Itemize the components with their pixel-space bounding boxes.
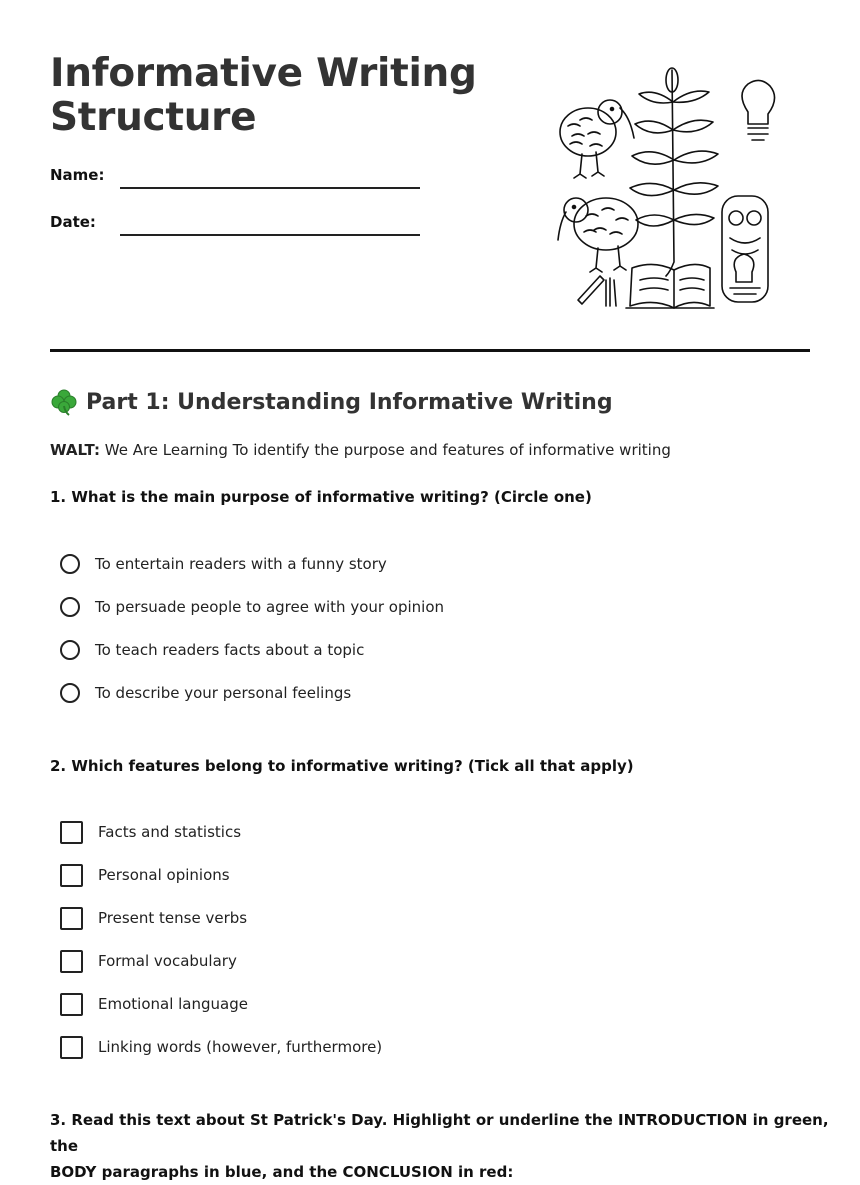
q1-option-4-label: To describe your personal feelings xyxy=(95,684,352,702)
q2-option[interactable] xyxy=(60,905,247,931)
shamrock-icon xyxy=(50,388,78,416)
q1-option[interactable] xyxy=(60,637,364,663)
kiwi-bird-icon xyxy=(558,198,638,272)
q2-option-6-label: Linking words (however, furthermore) xyxy=(98,1038,383,1056)
nz-illustration xyxy=(550,62,780,314)
pencils-icon xyxy=(578,276,616,306)
walt-label: WALT: xyxy=(50,441,100,459)
walt-text: We Are Learning To identify the purpose and features of informative writing xyxy=(104,441,671,459)
q2-option-3-label: Present tense verbs xyxy=(98,909,248,927)
question-2: 2. Which features belong to informative writing? (Tick all that apply) xyxy=(50,757,634,775)
question-1: 1. What is the main purpose of informative writing? (Circle one) xyxy=(50,488,592,506)
q1-option-2-label: To persuade people to agree with your opinion xyxy=(95,598,445,616)
name-label: Name: xyxy=(50,166,105,184)
q2-option-4-checkbox[interactable] xyxy=(60,950,83,973)
title-line-1: Informative Writing xyxy=(50,51,477,96)
title-line-2: Structure xyxy=(50,95,257,140)
date-label: Date: xyxy=(50,213,96,231)
q2-option-5-label: Emotional language xyxy=(98,995,248,1013)
q1-option-1-radio[interactable] xyxy=(60,554,80,574)
q2-option[interactable] xyxy=(60,991,248,1017)
q2-option-2-label: Personal opinions xyxy=(98,866,230,884)
date-field-line[interactable] xyxy=(120,234,420,236)
q1-option[interactable] xyxy=(60,594,444,620)
q2-option-2-checkbox[interactable] xyxy=(60,864,83,887)
section-divider xyxy=(50,349,810,352)
q1-option[interactable] xyxy=(60,551,387,577)
q2-option-3-checkbox[interactable] xyxy=(60,907,83,930)
question-3 xyxy=(50,1107,860,1185)
q2-option-6-checkbox[interactable] xyxy=(60,1036,83,1059)
part1-heading-text: Part 1: Understanding Informative Writing xyxy=(86,389,613,415)
q2-option-1-label: Facts and statistics xyxy=(98,823,242,841)
lightbulb-icon xyxy=(742,80,775,140)
part1-heading xyxy=(50,388,613,416)
q1-option-2-radio[interactable] xyxy=(60,597,80,617)
q1-option-3-label: To teach readers facts about a topic xyxy=(95,641,365,659)
q2-option-5-checkbox[interactable] xyxy=(60,993,83,1016)
q2-option-1-checkbox[interactable] xyxy=(60,821,83,844)
q1-option-4-radio[interactable] xyxy=(60,683,80,703)
q2-option[interactable] xyxy=(60,948,237,974)
q2-option-4-label: Formal vocabulary xyxy=(98,952,237,970)
fern-icon xyxy=(630,68,718,276)
maori-carving-icon xyxy=(722,196,768,302)
q1-option-3-radio[interactable] xyxy=(60,640,80,660)
q2-option[interactable] xyxy=(60,862,230,888)
q2-option[interactable] xyxy=(60,1034,382,1060)
kiwi-bird-icon xyxy=(560,100,634,178)
q1-option[interactable] xyxy=(60,680,351,706)
q1-option-1-label: To entertain readers with a funny story xyxy=(95,555,387,573)
question-3-line-2: BODY paragraphs in blue, and the CONCLUSION in red: xyxy=(50,1163,514,1181)
walt-line xyxy=(50,441,671,459)
question-3-line-1: 3. Read this text about St Patrick's Day. Highlight or underline the INTRODUCTION in green, the xyxy=(50,1111,829,1155)
name-field-line[interactable] xyxy=(120,187,420,189)
q2-option[interactable] xyxy=(60,819,241,845)
page-title xyxy=(50,52,477,140)
